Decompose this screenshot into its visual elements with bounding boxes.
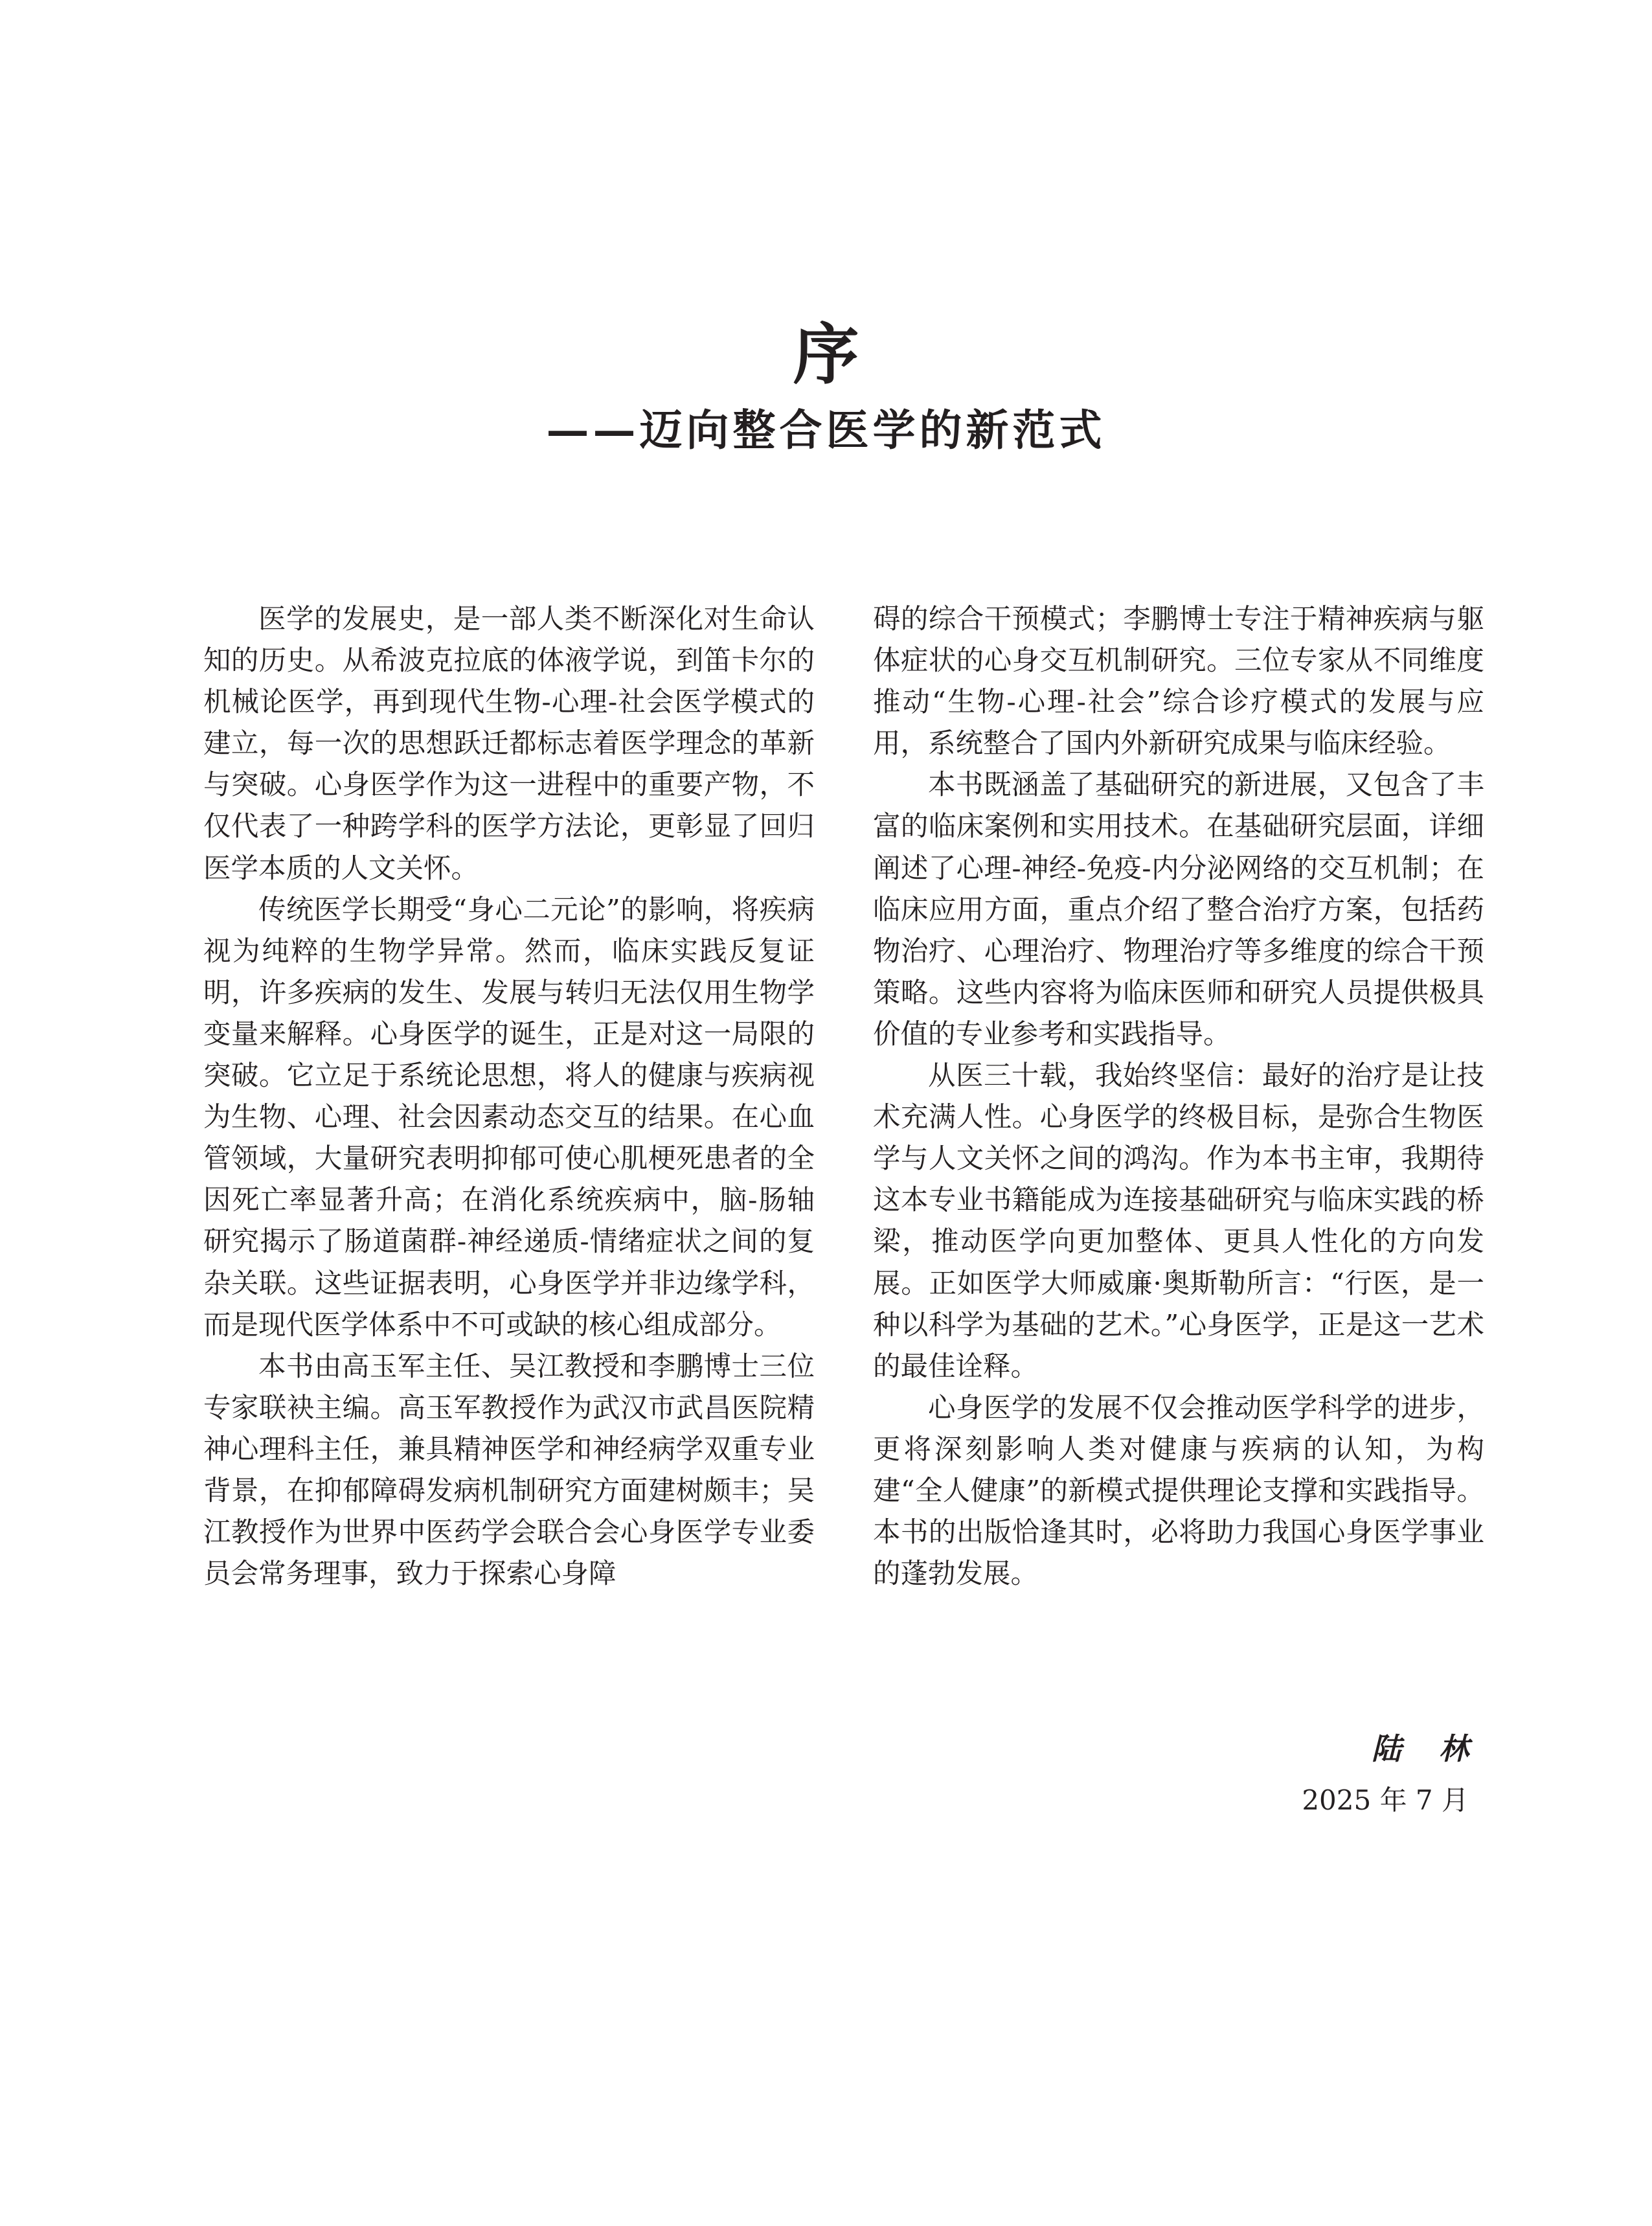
right-column <box>873 599 1484 1687</box>
paragraph-continuation: 碍的综合干预模式；李鹏博士专注于精神疾病与躯体症状的心身交互机制研究。三位专家从不同维度推动“生物-心理-社会”综合诊疗模式的发展与应用，系统整合了国内外新研究成果与临床经验。 <box>873 604 1484 760</box>
paragraph: 本书由高玉军主任、吴江教授和李鹏博士三位专家联袂主编。高玉军教授作为武汉市武昌医院精神心理科主任，兼具精神医学和神经病学双重专业背景，在抑郁障碍发病机制研究方面建树颇丰；吴江教授作为世界中医药学会联合会心身医学专业委员会常务理事，致力于探索心身障 <box>203 1350 815 1591</box>
paragraph: 从医三十载，我始终坚信：最好的治疗是让技术充满人性。心身医学的终极目标，是弥合生物医学与人文关怀之间的鸿沟。作为本书主审，我期待这本专业书籍能成为连接基础研究与临床实践的桥梁，推动医学向更加整体、更具人性化的方向发展。正如医学大师威廉·奥斯勒所言：“行医，是一种以科学为基础的艺术。”心身医学，正是这一艺术的最佳诠释。 <box>873 1060 1484 1383</box>
body-columns <box>203 599 1484 1687</box>
paragraph: 本书既涵盖了基础研究的新进展，又包含了丰富的临床案例和实用技术。在基础研究层面，详细阐述了心理-神经-免疫-内分泌网络的交互机制；在临床应用方面，重点介绍了整合治疗方案，包括药物治疗、心理治疗、物理治疗等多维度的综合干预策略。这些内容将为临床医师和研究人员提供极具价值的专业参考和实践指导。 <box>873 769 1484 1051</box>
author-signature: 陆林 <box>1372 1731 1506 1766</box>
paragraph: 医学的发展史，是一部人类不断深化对生命认知的历史。从希波克拉底的体液学说，到笛卡尔的机械论医学，再到现代生物-心理-社会医学模式的建立，每一次的思想跃迁都标志着医学理念的革新与突破。心身医学作为这一进程中的重要产物，不仅代表了一种跨学科的医学方法论，更彰显了回归医学本质的人文关怀。 <box>203 604 815 885</box>
paragraph: 心身医学的发展不仅会推动医学科学的进步，更将深刻影响人类对健康与疾病的认知，为构建“全人健康”的新模式提供理论支撑和实践指导。本书的出版恰逢其时，必将助力我国心身医学事业的蓬勃发展。 <box>873 1392 1484 1591</box>
paragraph: 传统医学长期受“身心二元论”的影响，将疾病视为纯粹的生物学异常。然而，临床实践反复证明，许多疾病的发生、发展与转归无法仅用生物学变量来解释。心身医学的诞生，正是对这一局限的突破。它立足于系统论思想，将人的健康与疾病视为生物、心理、社会因素动态交互的结果。在心血管领域，大量研究表明抑郁可使心肌梗死患者的全因死亡率显著升高；在消化系统疾病中，脑-肠轴研究揭示了肠道菌群-神经递质-情绪症状之间的复杂关联。这些证据表明，心身医学并非边缘学科，而是现代医学体系中不可或缺的核心组成部分。 <box>203 894 815 1341</box>
preface-title: 序 <box>793 316 859 394</box>
preface-subtitle: ——迈向整合医学的新范式 <box>546 405 1106 455</box>
left-column <box>203 599 815 1687</box>
signature-date: 2025 年 7 月 <box>1302 1784 1469 1816</box>
